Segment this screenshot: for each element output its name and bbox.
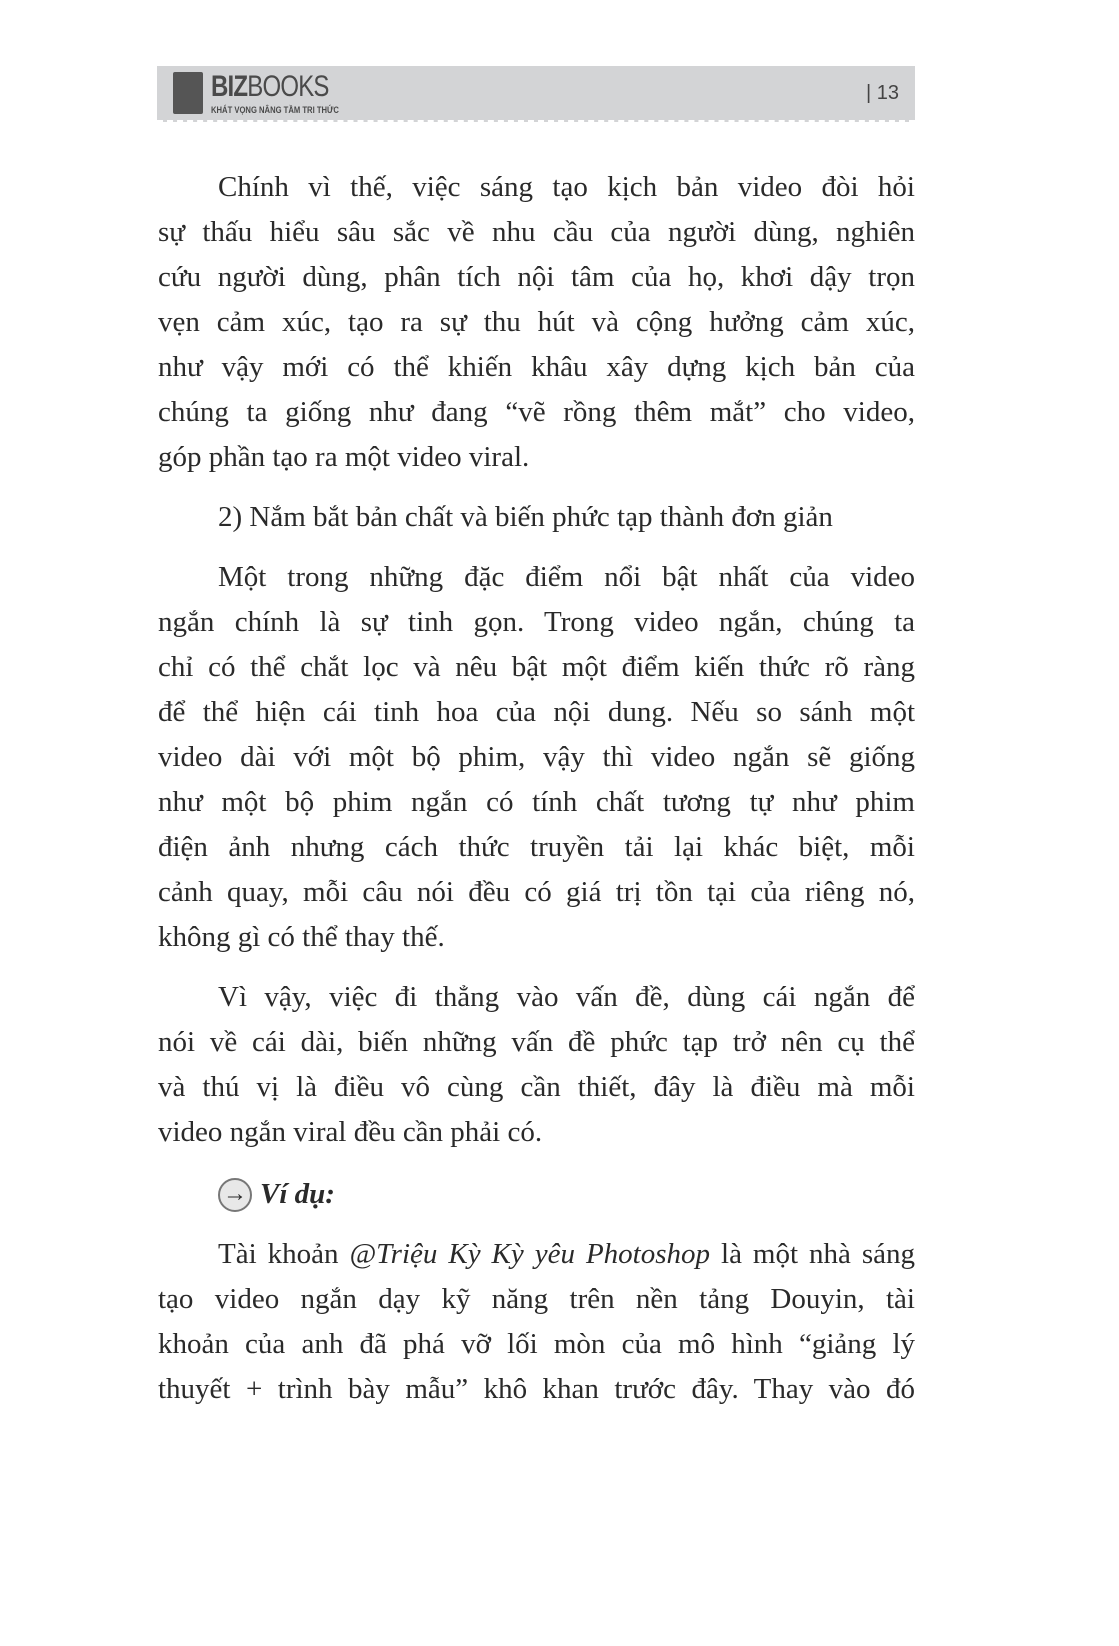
text-line: để thể hiện cái tinh hoa của nội dung. Nếu so sánh một xyxy=(158,696,915,728)
text-line: cảnh quay, mỗi câu nói đều có giá trị tồn tại của riêng nó, xyxy=(158,876,915,908)
text-line: video ngắn viral đều cần phải có. xyxy=(158,1116,543,1148)
page-header xyxy=(157,66,915,122)
text-line: thuyết + trình bày mẫu” khô khan trước đây. Thay vào đó xyxy=(158,1373,915,1405)
section-heading xyxy=(158,495,915,540)
page-number: | 13 xyxy=(866,82,899,104)
paragraph-4 xyxy=(158,1232,915,1412)
paragraph-1 xyxy=(158,165,915,480)
example-label xyxy=(158,1172,915,1217)
text-line: cứu người dùng, phân tích nội tâm của họ, khơi dậy trọn xyxy=(158,261,915,293)
example-label-text: Ví dụ: xyxy=(260,1178,335,1210)
text-line: điện ảnh nhưng cách thức truyền tải lại khác biệt, mỗi xyxy=(158,831,915,863)
text-line: như một bộ phim ngắn có tính chất tương tự như phim xyxy=(158,786,915,818)
paragraph-2 xyxy=(158,555,915,960)
text-line: và thú vị là điều vô cùng cần thiết, đây là điều mà mỗi xyxy=(158,1071,915,1103)
text-line: sự thấu hiểu sâu sắc về nhu cầu của người dùng, nghiên xyxy=(158,216,915,248)
text-line: như vậy mới có thể khiến khâu xây dựng kịch bản của xyxy=(158,351,915,383)
text-line: Một trong những đặc điểm nổi bật nhất của video xyxy=(218,561,915,593)
text-line: khoản của anh đã phá vỡ lối mòn của mô hình “giảng lý xyxy=(158,1328,915,1360)
bizbooks-logo-icon xyxy=(173,72,203,114)
text-line: chỉ có thể chắt lọc và nêu bật một điểm kiến thức rõ ràng xyxy=(158,651,915,683)
text-line: không gì có thể thay thế. xyxy=(158,921,445,953)
text-line: Tài khoản @Triệu Kỳ Kỳ yêu Photoshop là một nhà sáng xyxy=(218,1238,916,1270)
text-line: ngắn chính là sự tinh gọn. Trong video ngắn, chúng ta xyxy=(158,606,915,638)
text-line: chúng ta giống như đang “vẽ rồng thêm mắt” cho video, xyxy=(158,396,915,428)
text-line: video dài với một bộ phim, vậy thì video ngắn sẽ giống xyxy=(158,741,915,773)
paragraph-3 xyxy=(158,975,915,1155)
text-line: góp phần tạo ra một video viral. xyxy=(158,441,530,473)
text-line: tạo video ngắn dạy kỹ năng trên nền tảng Douyin, tài xyxy=(158,1283,915,1315)
arrow-right-circle-icon: → xyxy=(218,1178,252,1212)
text-line: Vì vậy, việc đi thẳng vào vấn đề, dùng cái ngắn để xyxy=(218,981,915,1013)
heading-text: 2) Nắm bắt bản chất và biến phức tạp thành đơn giản xyxy=(218,501,833,533)
text-line: Chính vì thế, việc sáng tạo kịch bản video đòi hỏi xyxy=(218,171,915,203)
text-line: vẹn cảm xúc, tạo ra sự thu hút và cộng hưởng cảm xúc, xyxy=(158,306,915,338)
brand-tagline: KHÁT VỌNG NÂNG TẦM TRI THỨC xyxy=(211,105,339,115)
text-line: nói về cái dài, biến những vấn đề phức tạp trở nên cụ thể xyxy=(158,1026,915,1058)
brand-name: BIZBOOKS xyxy=(211,70,329,103)
